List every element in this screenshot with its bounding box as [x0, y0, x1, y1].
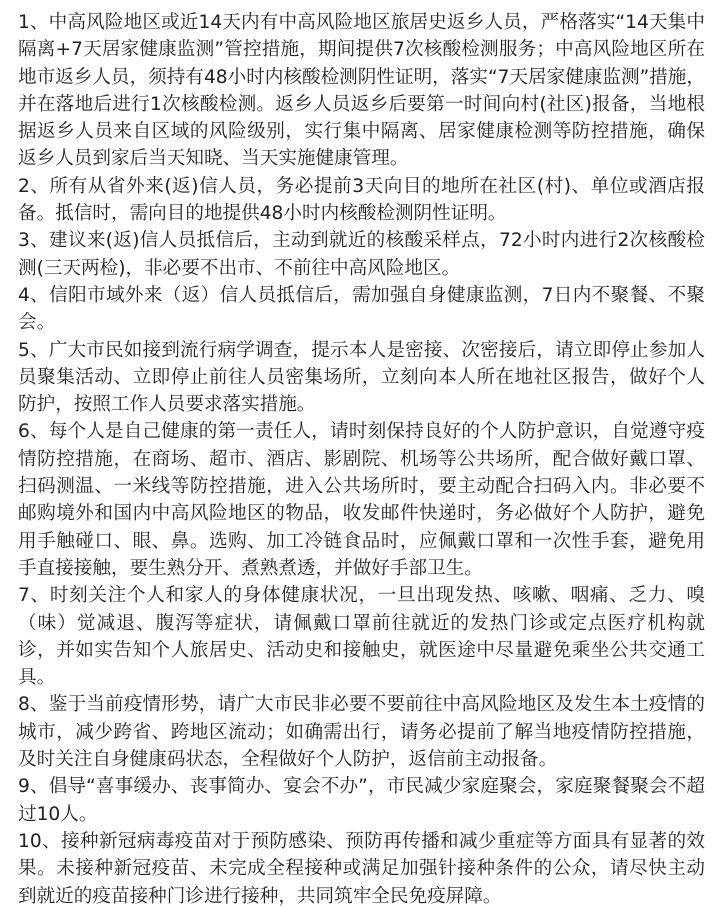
notice-paragraph-7: 7、时刻关注个人和家人的身体健康状况，一旦出现发热、咳嗽、咽痛、乏力、嗅（味）觉减退、腹泻等症状，请佩戴口罩前往就近的发热门诊或定点医疗机构就诊，并如实告知个人旅居史、活动史和接触史，就医途中尽量避免乘坐公共交通工具。	[18, 585, 705, 689]
notice-paragraph-9: 9、倡导“喜事缓办、丧事简办、宴会不办”，市民减少家庭聚会，家庭聚餐聚会不超过10人。	[18, 776, 705, 825]
notice-paragraph-10: 10、接种新冠病毒疫苗对于预防感染、预防再传播和减少重症等方面具有显著的效果。未接种新冠疫苗、未完成全程接种或满足加强针接种条件的公众，请尽快主动到就近的疫苗接种门诊进行接种，共同筑牢全民免疫屏障。	[18, 830, 705, 907]
notice-paragraph-1: 1、中高风险地区或近14天内有中高风险地区旅居史返乡人员，严格落实“14天集中隔离+7天居家健康监测”管控措施，期间提供7次核酸检测服务；中高风险地区所在地市返乡人员，须持有48小时内核酸检测阴性证明，落实“7天居家健康监测”措施，并在落地后进行1次核酸检测。返乡人员返乡后要第一时间向村(社区)报备，当地根据返乡人员来自区域的风险级别，实行集中隔离、居家健康检测等防控措施，确保返乡人员到家后当天知晓、当天实施健康管理。	[18, 12, 705, 170]
notice-paragraph-3: 3、建议来(返)信人员抵信后，主动到就近的核酸采样点，72小时内进行2次核酸检测(三天两检)，非必要不出市、不前往中高风险地区。	[18, 230, 705, 279]
notice-paragraph-5: 5、广大市民如接到流行病学调查，提示本人是密接、次密接后，请立即停止参加人员聚集活动、立即停止前往人员密集场所，立刻向本人所在地社区报告，做好个人防护，按照工作人员要求落实措施。	[18, 339, 705, 416]
notice-text-body	[18, 9, 705, 910]
notice-paragraph-6: 6、每个人是自己健康的第一责任人，请时刻保持良好的个人防护意识，自觉遵守疫情防控措施，在商场、超市、酒店、影剧院、机场等公共场所，配合做好戴口罩、扫码测温、一米线等防控措施，进入公共场所时，要主动配合扫码入内。非必要不邮购境外和国内中高风险地区的物品，收发邮件快递时，务必做好个人防护，避免用手触碰口、眼、鼻。选购、加工冷链食品时，应佩戴口罩和一次性手套，避免用手直接接触，要生熟分开、煮熟煮透，并做好手部卫生。	[18, 421, 705, 579]
notice-paragraph-2: 2、所有从省外来(返)信人员，务必提前3天向目的地所在社区(村)、单位或酒店报备。抵信时，需向目的地提供48小时内核酸检测阴性证明。	[18, 175, 705, 225]
notice-paragraph-4: 4、信阳市域外来（返）信人员抵信后，需加强自身健康监测，7日内不聚餐、不聚会。	[18, 284, 705, 334]
notice-paragraph-8: 8、鉴于当前疫情形势，请广大市民非必要不要前往中高风险地区及发生本土疫情的城市，减少跨省、跨地区流动；如确需出行，请务必提前了解当地疫情防控措施，及时关注自身健康码状态，全程做好个人防护，返信前主动报备。	[18, 694, 705, 771]
